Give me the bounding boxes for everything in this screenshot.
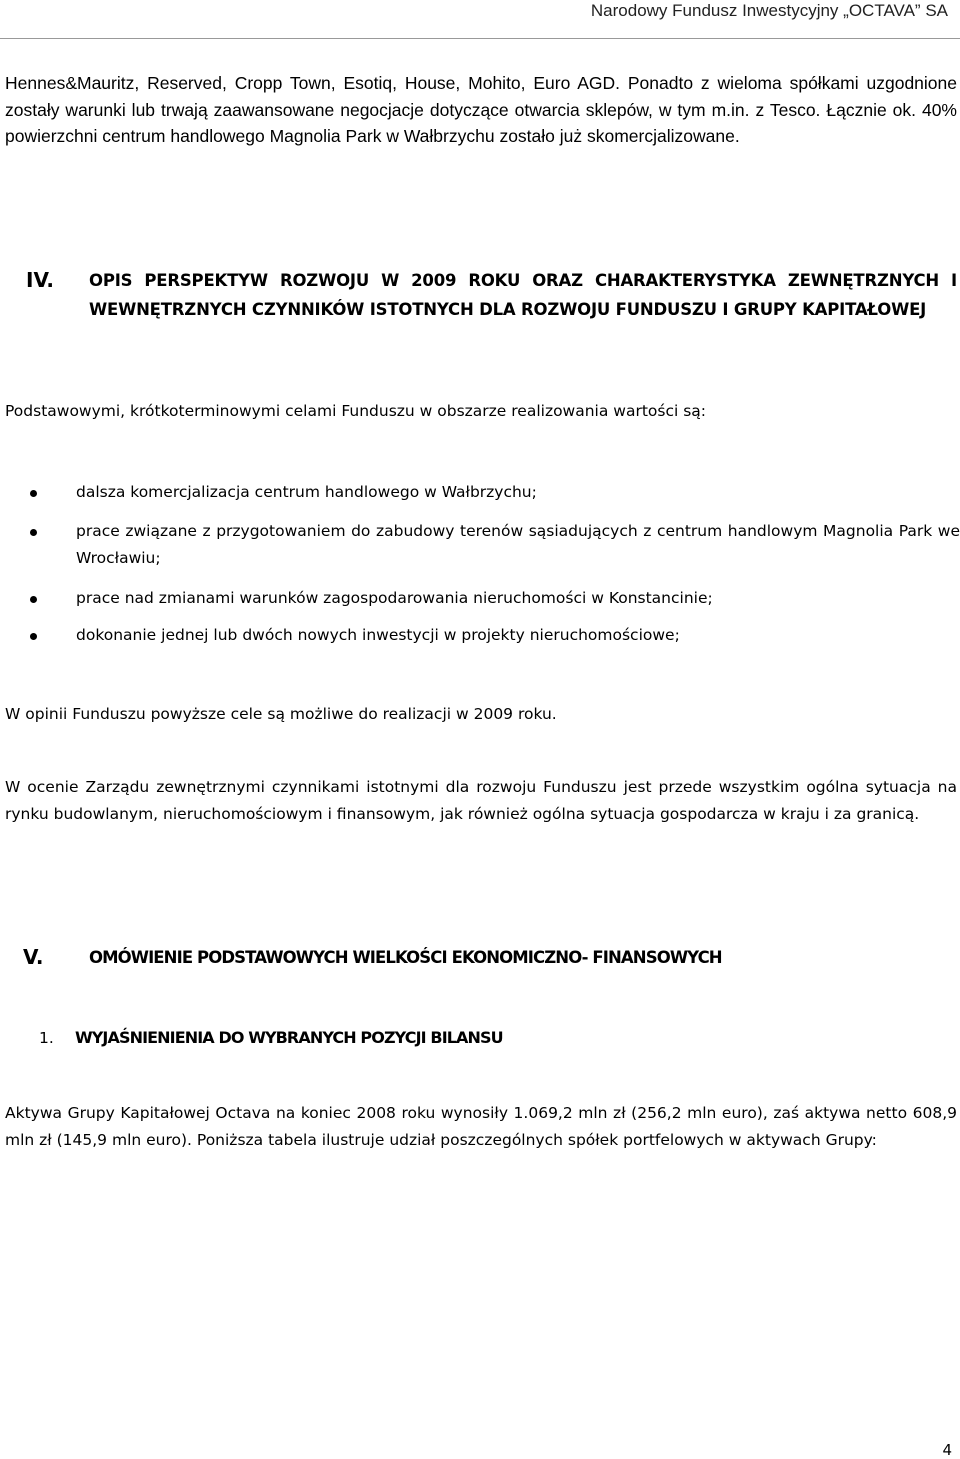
list-item-text: dalsza komercjalizacja centrum handlowego w Wałbrzychu;	[76, 483, 537, 501]
list-item-text: dokonanie jednej lub dwóch nowych inwestycji w projekty nieruchomościowe;	[76, 626, 680, 644]
list-item	[30, 585, 960, 613]
bullet-icon	[30, 529, 37, 536]
intro-paragraph: Hennes&Mauritz, Reserved, Cropp Town, Esotiq, House, Mohito, Euro AGD. Ponadto z wieloma spółkami uzgodnione zostały warunki lub trwają zaawansowane negocjacje dotyczące otwarcia sklepów, w tym m.in. z Tesco. Łącznie ok. 40% powierzchni centrum handlowego Magnolia Park w Wałbrzychu zostało już skomercjalizowane.	[5, 73, 957, 146]
header-divider	[0, 38, 960, 39]
section-iv-lead: Podstawowymi, krótkoterminowymi celami Funduszu w obszarze realizowania wartości są:	[5, 402, 707, 420]
section-iv-title: OPIS PERSPEKTYW ROZWOJU W 2009 ROKU ORAZ CHARAKTERYSTYKA ZEWNĘTRZNYCH I WEWNĘTRZNYCH CZYNNIKÓW ISTOTNYCH DLA ROZWOJU FUNDUSZU I GRUPY KAPITAŁOWEJ	[89, 271, 957, 319]
section-iv-number: IV.	[26, 268, 54, 292]
section-v-number: V.	[23, 945, 44, 969]
subsection-number: 1.	[39, 1029, 54, 1047]
section-v-title: OMÓWIENIE PODSTAWOWYCH WIELKOŚCI EKONOMICZNO- FINANSOWYCH	[89, 948, 722, 967]
page-number: 4	[942, 1441, 952, 1459]
bullet-icon	[30, 596, 37, 603]
page-header: Narodowy Fundusz Inwestycyjny „OCTAVA” SA	[590, 1, 948, 20]
assets-paragraph: Aktywa Grupy Kapitałowej Octava na koniec 2008 roku wynosiły 1.069,2 mln zł (256,2 mln euro), zaś aktywa netto 608,9 mln zł (145,9 mln euro). Poniższa tabela ilustruje udział poszczególnych spółek portfelowych w aktywach Grupy:	[5, 1104, 957, 1149]
opinion-paragraph: W opinii Funduszu powyższe cele są możliwe do realizacji w 2009 roku.	[5, 705, 557, 723]
bullet-icon	[30, 490, 37, 497]
list-item-text: prace nad zmianami warunków zagospodarowania nieruchomości w Konstancinie;	[76, 589, 713, 607]
list-item-text: prace związane z przygotowaniem do zabudowy terenów sąsiadujących z centrum handlowym Magnolia Park we Wrocławiu;	[76, 522, 960, 567]
bullet-icon	[30, 633, 37, 640]
list-item	[30, 479, 960, 507]
list-item	[30, 622, 960, 650]
subsection-title: WYJAŚNIENIENIA DO WYBRANYCH POZYCJI BILANSU	[75, 1028, 503, 1047]
assessment-paragraph: W ocenie Zarządu zewnętrznymi czynnikami istotnymi dla rozwoju Funduszu jest przede wszystkim ogólna sytuacja na rynku budowlanym, nieruchomościowym i finansowym, jak również ogólna sytuacja gospodarcza w kraju i za granicą.	[5, 778, 957, 823]
list-item	[30, 518, 960, 574]
